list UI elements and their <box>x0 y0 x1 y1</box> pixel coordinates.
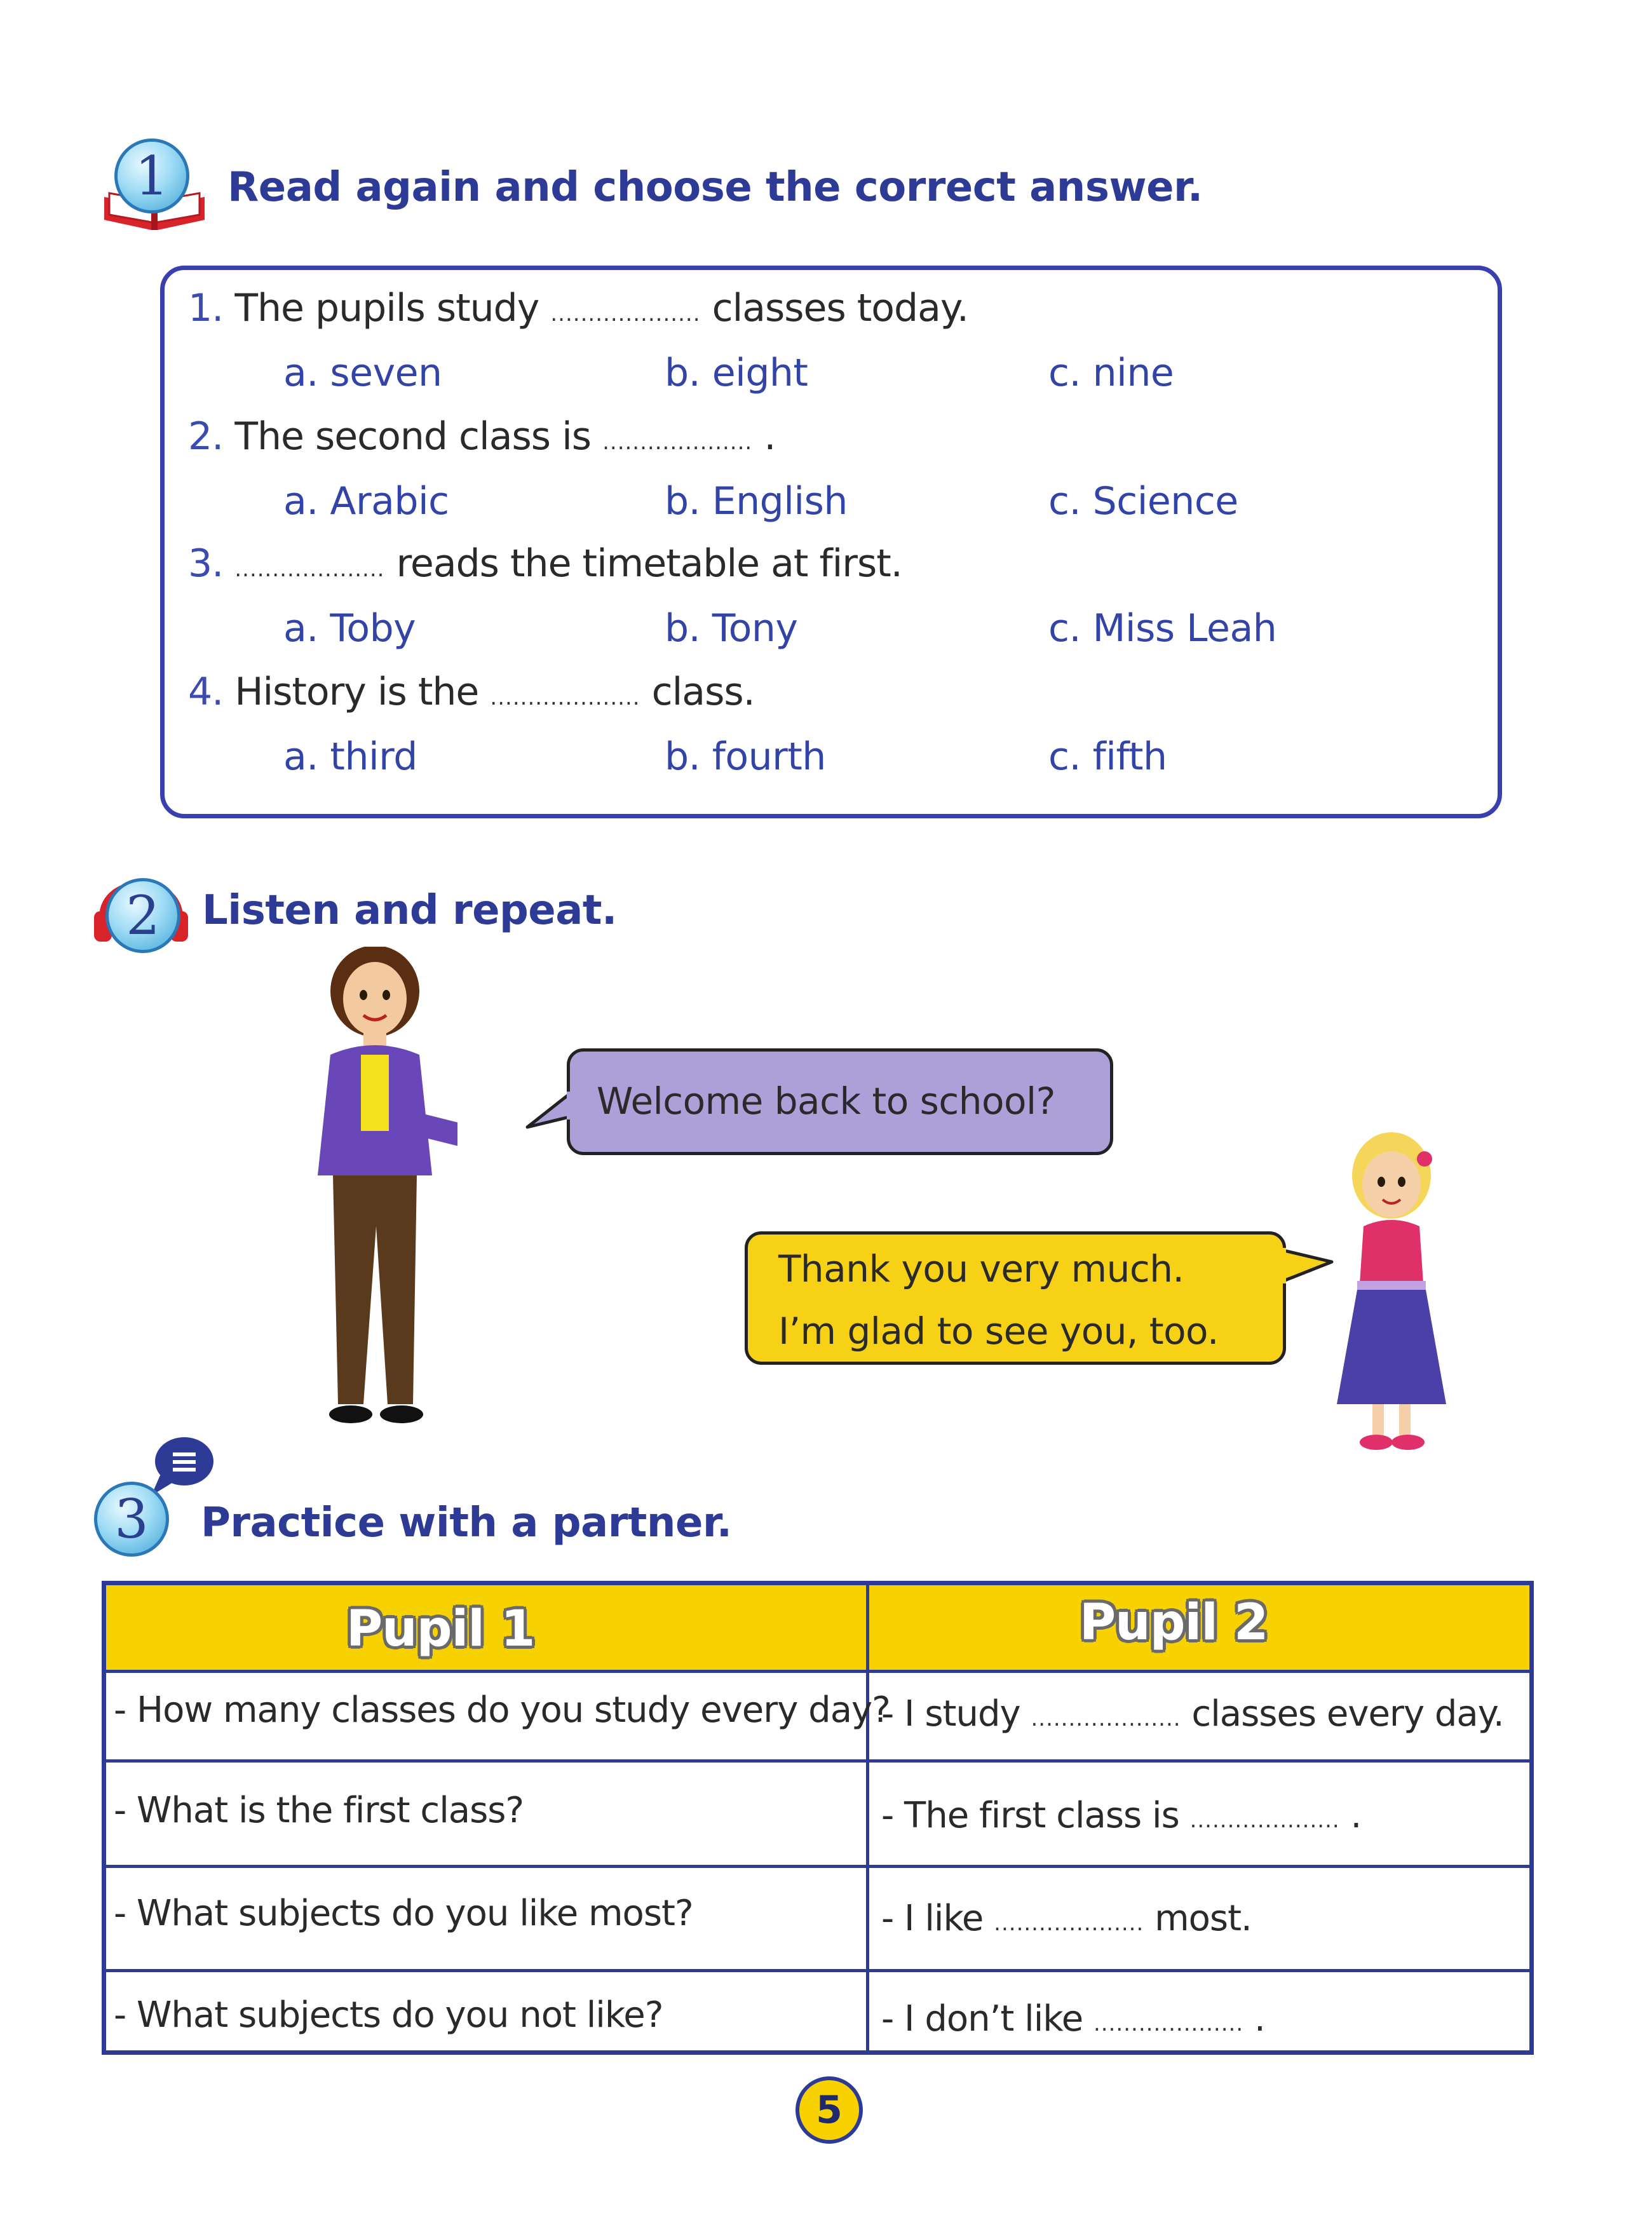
pupil-illustration <box>1328 1131 1455 1461</box>
option-b[interactable]: b. English <box>665 479 848 524</box>
exercise-number: 1 <box>135 145 169 207</box>
answer-blank: .................... <box>550 301 701 327</box>
row-divider <box>106 1969 1529 1972</box>
answer-blank: .................... <box>602 430 753 455</box>
option-a[interactable]: a. third <box>283 734 417 779</box>
header-pupil-2: Pupil 2 <box>1080 1594 1268 1651</box>
answer-blank: .................... <box>1031 1706 1181 1731</box>
exercise-title: Read again and choose the correct answer. <box>227 164 1203 211</box>
teacher-speech-text: Welcome back to school? <box>597 1079 1055 1123</box>
exercise-title: Listen and repeat. <box>202 887 617 934</box>
option-b[interactable]: b. Tony <box>665 606 798 651</box>
table-row-question: - What subjects do you like most? <box>114 1893 693 1934</box>
exercise-number: 3 <box>114 1488 149 1550</box>
option-b[interactable]: b. eight <box>665 351 808 395</box>
practice-table <box>102 1581 1534 2055</box>
teacher-speech-bubble <box>567 1048 1113 1155</box>
pupil-speech-bubble <box>745 1231 1286 1365</box>
table-row-answer: - I don’t like .................... . <box>881 1998 1265 2040</box>
question-4: 4. History is the .................... class. <box>188 670 755 714</box>
table-row-answer: - I study .................... classes every day. <box>881 1693 1504 1735</box>
teacher-illustration <box>292 947 457 1442</box>
answer-blank: .................... <box>1093 2011 1244 2036</box>
exercise-title: Practice with a partner. <box>201 1499 732 1546</box>
table-row-answer: - I like .................... most. <box>881 1898 1252 1939</box>
header-pupil-1: Pupil 1 <box>346 1601 535 1658</box>
question-1: 1. The pupils study .................... classes today. <box>188 286 968 330</box>
table-row-question: - How many classes do you study every day? <box>114 1689 890 1731</box>
question-3: 3. .................... reads the timetable at first. <box>188 541 902 586</box>
pupil-speech-line-1: Thank you very much. <box>778 1247 1184 1290</box>
table-row-question: - What subjects do you not like? <box>114 1994 663 2036</box>
bubble-tail <box>1278 1248 1334 1292</box>
answer-blank: .................... <box>490 685 640 710</box>
exercise-number: 2 <box>126 884 160 947</box>
option-c[interactable]: c. nine <box>1048 351 1174 395</box>
exercise-number-badge <box>114 139 189 213</box>
question-2: 2. The second class is .................... . <box>188 414 776 459</box>
option-a[interactable]: a. seven <box>283 351 442 395</box>
row-divider <box>106 1865 1529 1868</box>
page-number-badge <box>796 2076 863 2144</box>
option-a[interactable]: a. Toby <box>283 606 416 651</box>
table-row-question: - What is the first class? <box>114 1790 524 1831</box>
row-divider <box>106 1759 1529 1763</box>
bubble-tail <box>525 1092 572 1136</box>
option-c[interactable]: c. Miss Leah <box>1048 606 1277 651</box>
table-row-answer: - The first class is .................... . <box>881 1795 1362 1836</box>
answer-blank: .................... <box>1189 1808 1340 1833</box>
chat-bubble-icon <box>149 1433 216 1499</box>
column-divider <box>866 1585 869 2050</box>
option-b[interactable]: b. fourth <box>665 734 826 779</box>
option-c[interactable]: c. fifth <box>1048 734 1167 779</box>
option-a[interactable]: a. Arabic <box>283 479 449 524</box>
page-number: 5 <box>816 2088 843 2132</box>
pupil-speech-line-2: I’m glad to see you, too. <box>778 1310 1219 1353</box>
exercise-number-badge <box>105 878 180 953</box>
table-header <box>106 1585 1529 1673</box>
exercise-number-badge <box>94 1482 169 1557</box>
answer-blank: .................... <box>994 1911 1144 1936</box>
answer-blank: .................... <box>234 557 385 582</box>
option-c[interactable]: c. Science <box>1048 479 1238 524</box>
